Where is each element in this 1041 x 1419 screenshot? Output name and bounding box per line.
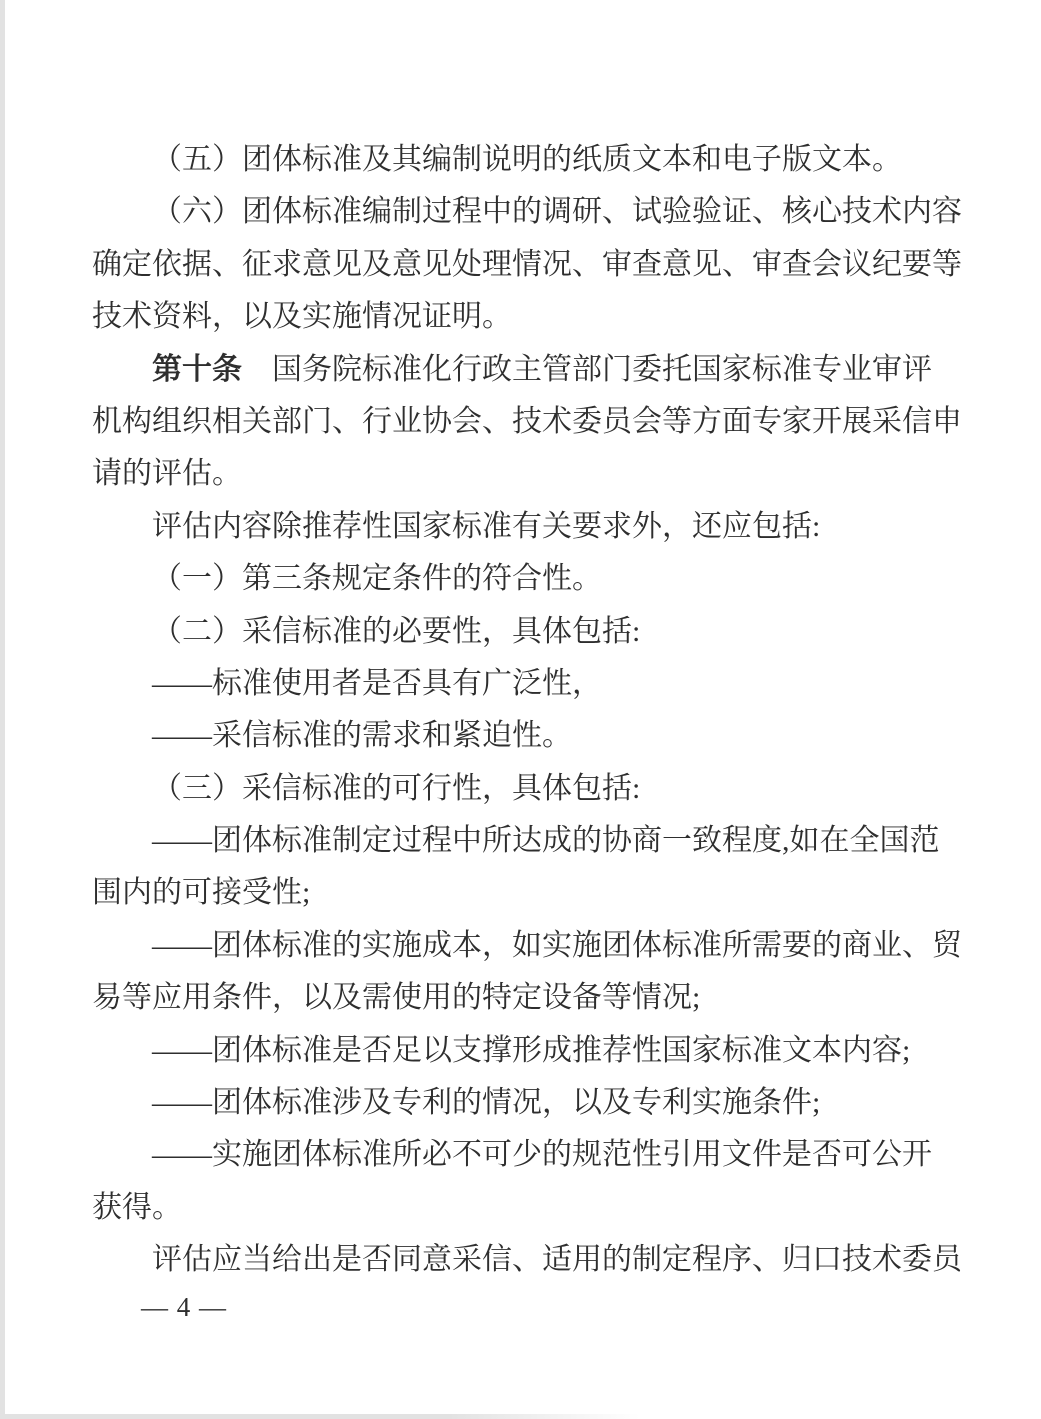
text-line: （六）团体标准编制过程中的调研、试验验证、核心技术内容 bbox=[152, 195, 962, 229]
text-line: 获得。 bbox=[92, 1190, 182, 1224]
text-line: （三）采信标准的可行性，具体包括: bbox=[152, 771, 641, 805]
text-line: ——团体标准涉及专利的情况，以及专利实施条件; bbox=[152, 1086, 821, 1120]
text-line: 易等应用条件，以及需使用的特定设备等情况; bbox=[92, 981, 701, 1015]
text-line: ——实施团体标准所必不可少的规范性引用文件是否可公开 bbox=[152, 1138, 932, 1172]
text-line: （五）团体标准及其编制说明的纸质文本和电子版文本。 bbox=[152, 143, 902, 176]
text-block bbox=[92, 134, 962, 1287]
text-line: ——团体标准是否足以支撑形成推荐性国家标准文本内容; bbox=[152, 1033, 911, 1067]
text-line: （一）第三条规定条件的符合性。 bbox=[152, 562, 602, 596]
article-heading: 第十条 bbox=[152, 352, 242, 386]
page-number: — 4 — bbox=[141, 1292, 227, 1322]
text-line: （二）采信标准的必要性，具体包括: bbox=[152, 614, 641, 648]
scan-edge-bottom bbox=[0, 1414, 640, 1419]
text-line: ——团体标准制定过程中所达成的协商一致程度,如在全国范 bbox=[152, 824, 940, 858]
text-line: ——采信标准的需求和紧迫性。 bbox=[152, 719, 572, 753]
text-line: ——标准使用者是否具有广泛性， bbox=[152, 666, 602, 700]
text-line: 评估内容除推荐性国家标准有关要求外，还应包括: bbox=[152, 509, 821, 543]
text-line: 请的评估。 bbox=[92, 457, 242, 491]
text-line: 评估应当给出是否同意采信、适用的制定程序、归口技术委员 bbox=[152, 1243, 962, 1277]
text-line: 技术资料，以及实施情况证明。 bbox=[92, 300, 512, 334]
text-line: 机构组织相关部门、行业协会、技术委员会等方面专家开展采信申 bbox=[92, 404, 962, 438]
text-line: 确定依据、征求意见及意见处理情况、审查意见、审查会议纪要等 bbox=[92, 247, 962, 281]
text-line: 第十条 国务院标准化行政主管部门委托国家标准专业审评 bbox=[152, 352, 932, 386]
scan-edge-left bbox=[0, 0, 5, 1419]
text-line: ——团体标准的实施成本，如实施团体标准所需要的商业、贸 bbox=[152, 928, 962, 962]
text-line: 围内的可接受性; bbox=[92, 876, 311, 910]
